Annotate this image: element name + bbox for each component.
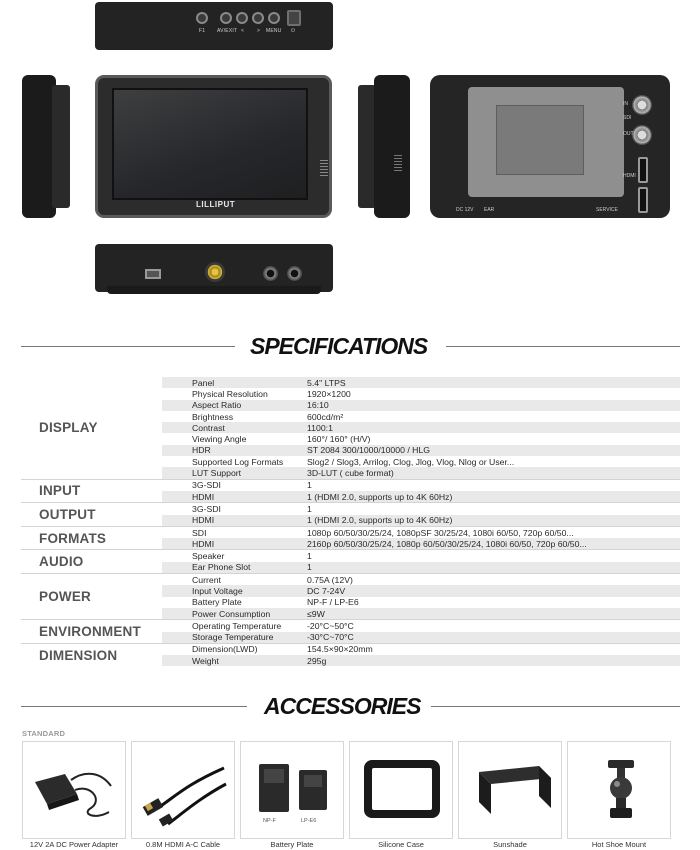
- monitor-right-side-view: [358, 75, 410, 218]
- power-label: ⏻: [291, 28, 296, 34]
- spec-value: Slog2 / Slog3, Arrilog, Clog, Jlog, Vlog, Nlog or User...: [307, 456, 515, 467]
- dc-jack-icon: [287, 266, 302, 281]
- battery-plate-sublabel: NP-F: [263, 818, 276, 824]
- spec-row: [162, 377, 680, 388]
- spec-row: [162, 585, 680, 596]
- accessory-label: Silicone Case: [378, 840, 424, 849]
- spec-key: Dimension(LWD): [192, 644, 258, 655]
- spec-row: [162, 422, 680, 433]
- spec-key: LUT Support: [192, 468, 242, 479]
- spec-key: HDR: [192, 445, 211, 456]
- spec-value: 1: [307, 480, 312, 491]
- spec-key: Input Voltage: [192, 585, 243, 596]
- spec-key: Aspect Ratio: [192, 400, 242, 411]
- divider-line: [21, 346, 235, 347]
- spec-category-label: DISPLAY: [39, 420, 98, 436]
- bottom-edge: [107, 286, 321, 294]
- monitor-back-view: [430, 75, 670, 218]
- side-shell: [22, 75, 56, 218]
- silicone-case-icon: [360, 756, 444, 824]
- spec-key: Panel: [192, 377, 215, 388]
- spec-value: -20°C~50°C: [307, 620, 354, 631]
- spec-value: 1: [307, 503, 312, 514]
- button-icon: [220, 12, 232, 24]
- accessory-label: 12V 2A DC Power Adapter: [29, 840, 119, 849]
- spec-value: 5.4" LTPS: [307, 377, 346, 388]
- spec-key: SDI: [192, 527, 207, 538]
- spec-key: Supported Log Formats: [192, 456, 284, 467]
- spec-value: DC 7-24V: [307, 585, 346, 596]
- spec-value: 1: [307, 551, 312, 562]
- accessory-label: 0.8M HDMI A-C Cable: [145, 840, 221, 849]
- spec-value: 16:10: [307, 400, 329, 411]
- monitor-bottom-view: [95, 244, 333, 292]
- sunshade-icon: [469, 762, 555, 820]
- spec-key: HDMI: [192, 491, 215, 502]
- accessory-card-power-adapter: [22, 741, 126, 839]
- spec-value: 1920×1200: [307, 388, 351, 399]
- spec-category-label: DIMENSION: [39, 647, 118, 663]
- button-label: >: [257, 28, 261, 34]
- spec-row: [162, 527, 680, 538]
- bnc-connector-icon: [205, 262, 225, 282]
- specifications-table: [21, 377, 680, 666]
- spec-row: [162, 597, 680, 608]
- port-label-dc: DC 12V: [456, 207, 474, 213]
- spec-value: 600cd/m²: [307, 411, 344, 422]
- spec-row: [162, 632, 680, 643]
- button-icon: [268, 12, 280, 24]
- spec-row: [162, 574, 680, 585]
- button-icon: [236, 12, 248, 24]
- spec-row: [162, 608, 680, 619]
- spec-value: 1100:1: [307, 422, 333, 433]
- spec-value: ≤9W: [307, 608, 325, 619]
- spec-key: Battery Plate: [192, 597, 242, 608]
- speaker-grille-icon: [320, 160, 328, 176]
- spec-group-power: [21, 573, 680, 619]
- spec-value: 154.5×90×20mm: [307, 644, 373, 655]
- battery-plate-sublabel: LP-E6: [301, 818, 317, 824]
- spec-group-output: [21, 502, 680, 526]
- divider-line: [431, 706, 680, 707]
- usb-port-icon: [145, 269, 161, 279]
- spec-value: ST 2084 300/1000/10000 / HLG: [307, 445, 431, 456]
- spec-group-dimension: [21, 643, 680, 667]
- monitor-front-view: [95, 75, 332, 218]
- spec-value: 1080p 60/50/30/25/24, 1080pSF 30/25/24, 1080i 60/50, 720p 60/50...: [307, 527, 574, 538]
- spec-category-label: AUDIO: [39, 554, 84, 570]
- spec-row: [162, 620, 680, 631]
- spec-key: Brightness: [192, 411, 234, 422]
- spec-key: HDMI: [192, 538, 215, 549]
- spec-key: Weight: [192, 655, 219, 666]
- spec-value: 2160p 60/50/30/25/24, 1080p 60/50/30/25/24, 1080i 60/50, 720p 60/50...: [307, 538, 587, 549]
- monitor-left-side-view: [22, 75, 70, 218]
- port-label-in: IN: [623, 101, 628, 107]
- port-label-out: OUT: [623, 131, 634, 137]
- spec-row: [162, 433, 680, 444]
- side-grip: [52, 85, 70, 208]
- spec-row: [162, 550, 680, 561]
- spec-key: Contrast: [192, 422, 225, 433]
- spec-category-label: OUTPUT: [39, 507, 96, 523]
- spec-key: Viewing Angle: [192, 434, 247, 445]
- brand-logo: LILLIPUT: [196, 200, 236, 209]
- spec-key: Power Consumption: [192, 608, 271, 619]
- spec-row: [162, 503, 680, 514]
- accessories-heading: ACCESSORIES: [264, 693, 421, 719]
- port-label-hdmi: HDMI: [623, 173, 636, 179]
- spec-row: [162, 515, 680, 526]
- spec-category-label: FORMATS: [39, 530, 107, 546]
- button-label: F1: [199, 28, 206, 34]
- button-label: AV/EXIT: [217, 28, 238, 34]
- spec-row: [162, 388, 680, 399]
- spec-row: [162, 411, 680, 422]
- port-label-service: SERVICE: [596, 207, 618, 213]
- specifications-heading: SPECIFICATIONS: [250, 333, 428, 359]
- accessory-card-sunshade: [458, 741, 562, 839]
- battery-plate-icon: [257, 762, 333, 816]
- spec-row: [162, 655, 680, 666]
- accessory-card-battery-plate: [240, 741, 344, 839]
- spec-row: [162, 480, 680, 491]
- hdmi-cable-icon: [138, 754, 230, 828]
- spec-value: 0.75A (12V): [307, 574, 353, 585]
- product-views: [0, 0, 700, 320]
- power-button-icon: [287, 10, 301, 26]
- spec-category-label: ENVIRONMENT: [39, 624, 141, 640]
- button-icon: [252, 12, 264, 24]
- spec-category-label: POWER: [39, 589, 92, 605]
- earphone-jack-icon: [263, 266, 278, 281]
- spec-value: 1 (HDMI 2.0, supports up to 4K 60Hz): [307, 515, 453, 526]
- spec-row: [162, 456, 680, 467]
- port-label-ear: EAR: [484, 207, 495, 213]
- spec-category-label: INPUT: [39, 483, 81, 499]
- spec-key: 3G-SDI: [192, 503, 221, 514]
- hdmi-in-port-icon: [638, 187, 648, 213]
- spec-group-input: [21, 479, 680, 503]
- accessory-card-hot-shoe-mount: [567, 741, 671, 839]
- spec-value: -30°C~70°C: [307, 632, 354, 643]
- button-label: MENU: [266, 28, 282, 34]
- sdi-out-connector-icon: [632, 125, 652, 145]
- spec-row: [162, 400, 680, 411]
- sdi-in-connector-icon: [632, 95, 652, 115]
- button-label: <: [241, 28, 245, 34]
- speaker-grille-icon: [394, 155, 402, 171]
- power-adapter-icon: [31, 760, 119, 822]
- accessory-card-silicone-case: [349, 741, 453, 839]
- spec-row: [162, 467, 680, 478]
- spec-value: 295g: [307, 655, 327, 666]
- spec-row: [162, 491, 680, 502]
- spec-group-audio: [21, 549, 680, 573]
- monitor-screen: [112, 88, 308, 200]
- spec-key: Operating Temperature: [192, 620, 282, 631]
- spec-key: Storage Temperature: [192, 632, 274, 643]
- divider-line: [21, 706, 247, 707]
- standard-label: STANDARD: [22, 729, 66, 738]
- port-label-sdi: SDI: [623, 115, 632, 121]
- spec-value: 3D-LUT ( cube format): [307, 468, 394, 479]
- battery-mount-plate: [468, 87, 624, 197]
- spec-group-formats: [21, 526, 680, 550]
- divider-line: [446, 346, 680, 347]
- spec-row: [162, 644, 680, 655]
- spec-key: HDMI: [192, 515, 215, 526]
- spec-key: 3G-SDI: [192, 480, 221, 491]
- hdmi-out-port-icon: [638, 157, 648, 183]
- spec-value: 160°/ 160° (H/V): [307, 434, 371, 445]
- spec-row: [162, 562, 680, 573]
- monitor-top-view: [95, 2, 333, 50]
- spec-row: [162, 445, 680, 456]
- spec-row: [162, 538, 680, 549]
- battery-slot: [496, 105, 584, 175]
- spec-group-environment: [21, 619, 680, 643]
- spec-value: 1 (HDMI 2.0, supports up to 4K 60Hz): [307, 491, 453, 502]
- button-icon: [196, 12, 208, 24]
- spec-group-display: [21, 377, 680, 479]
- side-shell: [374, 75, 410, 218]
- spec-value: 1: [307, 562, 312, 573]
- spec-value: NP-F / LP-E6: [307, 597, 359, 608]
- accessory-card-hdmi-cable: [131, 741, 235, 839]
- spec-key: Current: [192, 574, 221, 585]
- accessory-label: Battery Plate: [270, 840, 314, 849]
- hot-shoe-mount-icon: [596, 756, 646, 828]
- spec-key: Speaker: [192, 551, 225, 562]
- spec-key: Physical Resolution: [192, 388, 268, 399]
- accessory-label: Hot Shoe Mount: [591, 840, 647, 849]
- accessory-label: Sunshade: [493, 840, 527, 849]
- spec-key: Ear Phone Slot: [192, 562, 251, 573]
